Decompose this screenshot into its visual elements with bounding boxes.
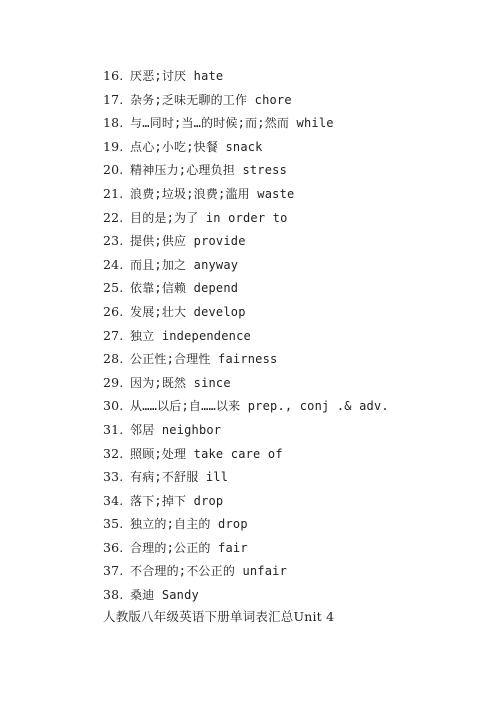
entry-number: 22. bbox=[103, 209, 124, 225]
entry-text: 邻居 neighbor bbox=[130, 422, 222, 437]
entry-text: 杂务;乏味无聊的工作 chore bbox=[130, 92, 292, 107]
entry-number: 19. bbox=[103, 138, 124, 154]
entry-number: 25. bbox=[103, 280, 124, 296]
vocab-entry bbox=[103, 418, 389, 442]
entry-number: 31. bbox=[103, 421, 124, 437]
vocab-entry bbox=[103, 300, 389, 324]
vocab-entry bbox=[103, 276, 389, 300]
vocab-entry bbox=[103, 512, 389, 536]
vocab-entry bbox=[103, 559, 389, 583]
entry-text: 精神压力;心理负担 stress bbox=[130, 163, 287, 178]
entry-text: 桑迪 Sandy bbox=[130, 588, 199, 603]
vocab-entry bbox=[103, 206, 389, 230]
entry-text: 依靠;信赖 depend bbox=[130, 281, 239, 296]
entry-number: 30. bbox=[103, 398, 124, 414]
entry-number: 28. bbox=[103, 351, 124, 367]
vocab-entry bbox=[103, 324, 389, 348]
entry-number: 24. bbox=[103, 256, 124, 272]
entry-text: 而且;加之 anyway bbox=[130, 257, 239, 272]
entry-text: 浪费;垃圾;浪费;滥用 waste bbox=[130, 186, 295, 201]
entry-text: 独立的;自主的 drop bbox=[130, 517, 248, 532]
entry-number: 23. bbox=[103, 233, 124, 249]
vocab-entry bbox=[103, 465, 389, 489]
entry-number: 17. bbox=[103, 91, 124, 107]
entry-text: 厌恶;讨厌 hate bbox=[130, 69, 224, 83]
vocabulary-list bbox=[103, 64, 389, 607]
entry-number: 37. bbox=[103, 563, 124, 579]
entry-text: 点心;小吃;快餐 snack bbox=[130, 139, 263, 154]
entry-text: 独立 independence bbox=[130, 328, 251, 343]
vocab-entry bbox=[103, 229, 389, 253]
entry-text: 提供;供应 provide bbox=[130, 234, 246, 249]
vocab-entry bbox=[103, 489, 389, 513]
entry-text: 从……以后;自……以来 prep., conj .& adv. bbox=[130, 399, 389, 414]
entry-number: 16. bbox=[103, 68, 124, 83]
vocab-entry bbox=[103, 347, 389, 371]
entry-text: 有病;不舒服 ill bbox=[130, 470, 229, 485]
entry-number: 32. bbox=[103, 445, 124, 461]
entry-text: 合理的;公正的 fair bbox=[130, 540, 248, 555]
entry-number: 27. bbox=[103, 327, 124, 343]
vocab-entry bbox=[103, 536, 389, 560]
vocab-entry bbox=[103, 135, 389, 159]
entry-number: 21. bbox=[103, 185, 124, 201]
entry-number: 33. bbox=[103, 469, 124, 485]
entry-number: 38. bbox=[103, 587, 124, 603]
entry-number: 26. bbox=[103, 303, 124, 319]
vocab-entry bbox=[103, 442, 389, 466]
entry-text: 公正性;合理性 fairness bbox=[130, 352, 278, 367]
vocab-entry bbox=[103, 88, 389, 112]
entry-number: 35. bbox=[103, 516, 124, 532]
entry-text: 落下;掉下 drop bbox=[130, 493, 224, 508]
section-title: 人教版八年级英语下册单词表汇总Unit 4 bbox=[103, 609, 335, 624]
entry-text: 发展;壮大 develop bbox=[130, 304, 246, 319]
vocab-entry bbox=[103, 394, 389, 418]
entry-number: 20. bbox=[103, 162, 124, 178]
vocab-entry bbox=[103, 371, 389, 395]
entry-number: 36. bbox=[103, 539, 124, 555]
entry-text: 不合理的;不公正的 unfair bbox=[130, 564, 287, 579]
entry-number: 34. bbox=[103, 492, 124, 508]
entry-text: 与…同时;当…的时候;而;然而 while bbox=[130, 116, 334, 131]
vocab-entry bbox=[103, 111, 389, 135]
vocab-entry bbox=[103, 583, 389, 607]
vocab-entry bbox=[103, 182, 389, 206]
entry-number: 29. bbox=[103, 374, 124, 390]
vocab-entry bbox=[103, 158, 389, 182]
vocab-entry bbox=[103, 64, 389, 88]
entry-text: 因为;既然 since bbox=[130, 375, 231, 390]
entry-text: 照顾;处理 take care of bbox=[130, 446, 283, 461]
entry-text: 目的是;为了 in order to bbox=[130, 210, 288, 225]
vocab-entry bbox=[103, 253, 389, 277]
entry-number: 18. bbox=[103, 115, 124, 131]
